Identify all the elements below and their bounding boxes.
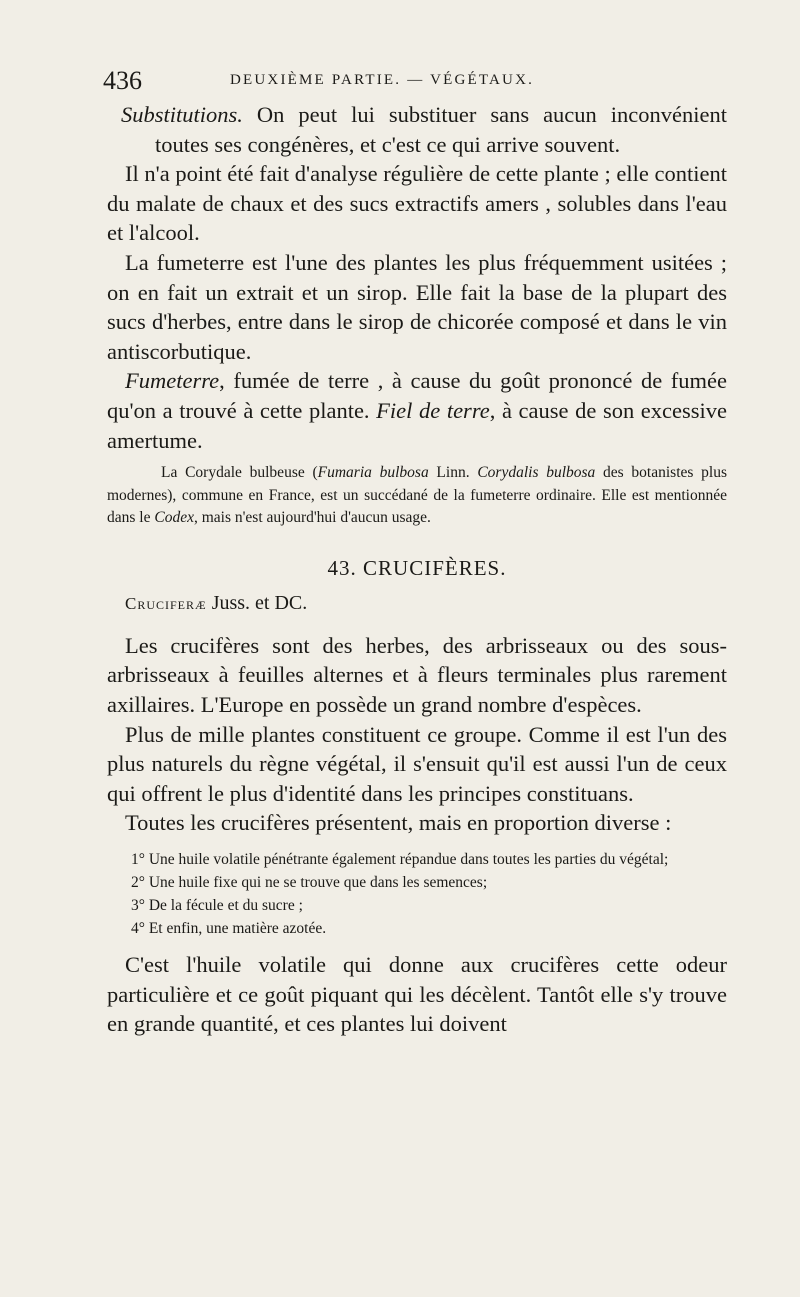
paragraph-usage: La fumeterre est l'une des plantes les plus fréquemment usitées ; on en fait un extrait et un sirop. Elle fait la base de la plupart des sucs d'herbes, entre dans le sirop de chicorée composé et dans le vin antiscorbutique. [107, 249, 727, 364]
list-item: 4° Et enfin, une matière azotée. [131, 919, 327, 937]
paragraph-names: Fumeterre, fumée de terre , à cause du goût prononcé de fumée qu'on a trouvé à cette plante. Fiel de terre, à cause de son excessive amertume. [107, 368, 728, 453]
list-item: 3° De la fécule et du sucre ; [131, 896, 303, 914]
name-fumeterre: Fumeterre [125, 368, 220, 394]
note-corydale: La Corydale bulbeuse (Fumaria bulbosa Linn. Corydalis bulbosa des botanistes plus modernes), commune en France, est un succédané de la fumeterre ordinaire. Elle est mentionnée dans le Codex, mais n'est aujourd'hui d'aucun usage. [107, 464, 727, 527]
paragraph-analysis: Il n'a point été fait d'analyse régulière de cette plante ; elle contient du malate de chaux et des sucs extractifs amers , solubles dans l'eau et l'alcool. [107, 161, 727, 246]
list-item: 2° Une huile fixe qui ne se trouve que dans les semences; [131, 873, 488, 891]
paragraph-description: Les crucifères sont des herbes, des arbrisseaux ou des sous-arbrisseaux à feuilles alternes et à fleurs terminales plus rarement axillaires. L'Europe en possède un grand nombre d'espèces. [107, 632, 727, 717]
list-item: 1° Une huile volatile pénétrante également répandue dans toutes les parties du végétal; [131, 850, 669, 868]
paragraph-group: Plus de mille plantes constituent ce groupe. Comme il est l'un des plus naturels du règne végétal, il s'ensuit qu'il est aussi l'un de ceux qui offrent le plus d'identité dans les principes constituans. [107, 721, 727, 806]
substitutions-text: On peut lui substituer sans aucun inconvénient toutes ses congénères, et c'est ce qui arrive souvent. [155, 102, 727, 157]
page-number: 436 [103, 66, 142, 95]
paragraph-volatile-oil: C'est l'huile volatile qui donne aux crucifères cette odeur particulière et ce goût piquant qui les décèlent. Tantôt elle s'y trouve en grande quantité, et ces plantes lui doivent [107, 951, 727, 1037]
page-text [107, 100, 727, 1039]
substitutions-label: Substitutions. [121, 102, 243, 127]
section-heading: 43. CRUCIFÈRES. [327, 555, 507, 580]
paragraph-proportion: Toutes les crucifères présentent, mais en proportion diverse : [125, 810, 672, 836]
running-title: DEUXIÈME PARTIE. — VÉGÉTAUX. [230, 72, 535, 88]
section-subheading: Cruciferæ Juss. et DC. [125, 592, 308, 615]
principles-list [107, 848, 727, 940]
paragraph-substitutions [121, 100, 727, 159]
name-fiel-de-terre: Fiel de terre [376, 397, 490, 423]
